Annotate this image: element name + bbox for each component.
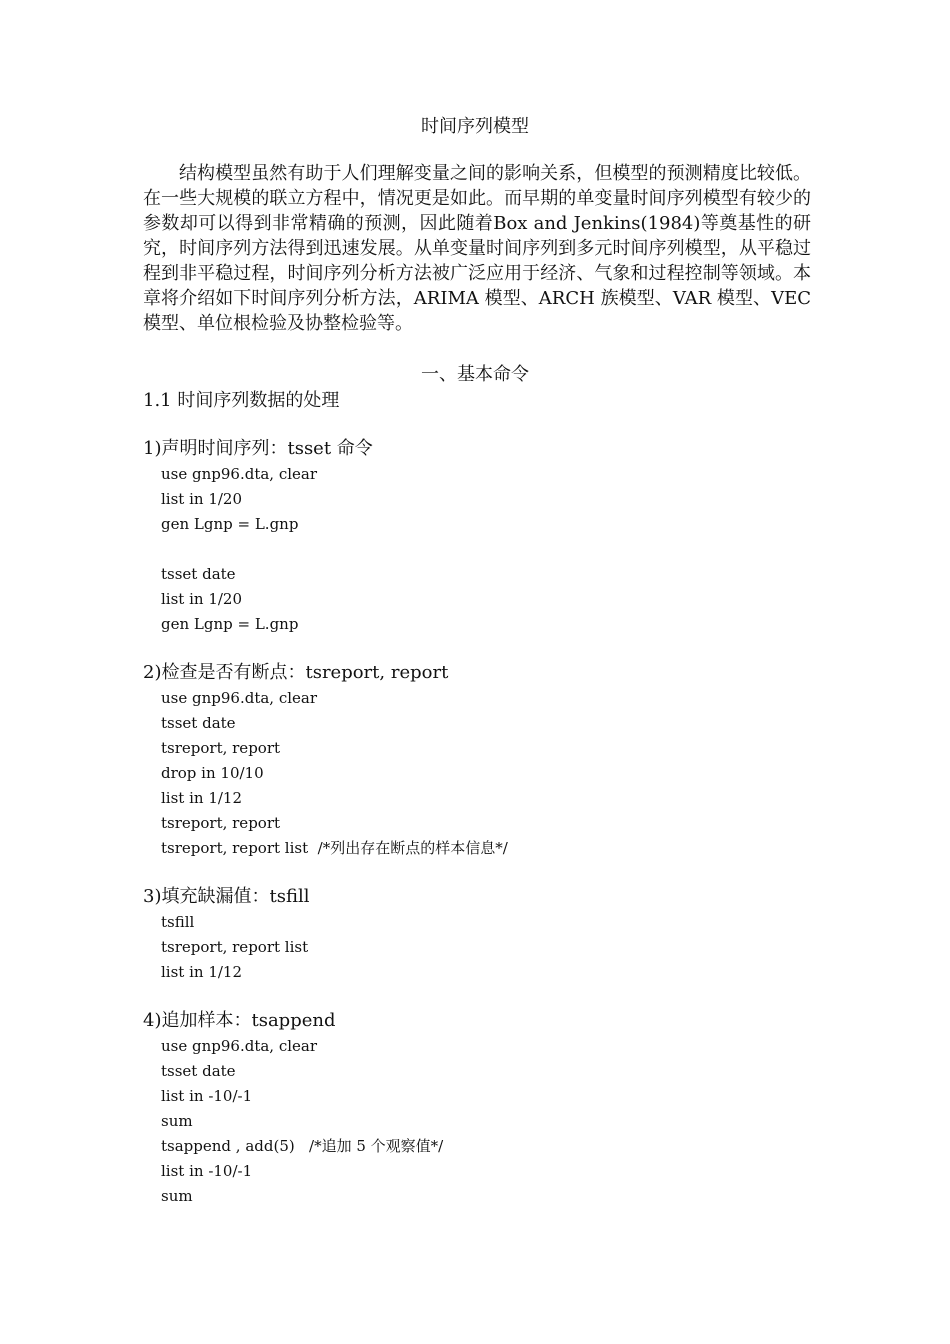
code-line: tsreport, report	[161, 814, 281, 832]
code-line: tsreport, report	[161, 739, 281, 757]
code-block	[143, 910, 843, 985]
code-line: use gnp96.dta, clear	[161, 465, 318, 483]
code-line: drop in 10/10	[161, 764, 264, 782]
code-line: tsreport, report list /*列出存在断点的样本信息*/	[161, 839, 508, 857]
code-line: list in 1/20	[161, 490, 242, 508]
code-line: list in 1/12	[161, 789, 242, 807]
code-line	[161, 537, 843, 562]
code-line: sum	[161, 1187, 193, 1205]
document-title: 时间序列模型	[421, 116, 529, 137]
code-line: list in -10/-1	[161, 1162, 253, 1180]
group-title: 4)追加样本：tsappend	[143, 1010, 336, 1031]
code-line: use gnp96.dta, clear	[161, 1037, 318, 1055]
command-group-tsappend	[143, 1008, 843, 1209]
group-title: 3)填充缺漏值：tsfill	[143, 886, 310, 907]
code-line: sum	[161, 1112, 193, 1130]
group-title: 2)检查是否有断点：tsreport, report	[143, 662, 449, 683]
group-title: 1)声明时间序列：tsset 命令	[143, 438, 373, 459]
code-line: tsset date	[161, 1062, 236, 1080]
intro-text: 结构模型虽然有助于人们理解变量之间的影响关系，但模型的预测精度比较低。在一些大规模的联立方程中，情况更是如此。而早期的单变量时间序列模型有较少的参数却可以得到非常精确的预测，因此随着Box and Jenkins(1984)等奠基性的研究，时间序列方法得到迅速发展。从单变量时间序列到多元时间序列模型，从平稳过程到非平稳过程，时间序列分析方法被广泛应用于经济、气象和过程控制等领域。本章将介绍如下时间序列分析方法，ARIMA 模型、ARCH 族模型、VAR 模型、VEC 模型、单位根检验及协整检验等。	[143, 163, 811, 334]
command-group-tsset	[143, 436, 843, 637]
code-line: tsfill	[161, 913, 195, 931]
code-line: gen Lgnp = L.gnp	[161, 615, 299, 633]
intro-paragraph	[143, 161, 811, 336]
code-line: gen Lgnp = L.gnp	[161, 515, 299, 533]
code-line: tsappend , add(5) /*追加 5 个观察值*/	[161, 1137, 444, 1155]
command-group-tsreport	[143, 660, 843, 861]
code-block	[143, 686, 843, 861]
code-line: list in 1/20	[161, 590, 242, 608]
code-block	[143, 1034, 843, 1209]
code-line: tsset date	[161, 714, 236, 732]
subsection-heading: 1.1 时间序列数据的处理	[143, 390, 340, 411]
section-heading: 一、基本命令	[421, 364, 529, 385]
code-block	[143, 462, 843, 637]
code-line: list in -10/-1	[161, 1087, 253, 1105]
code-line: use gnp96.dta, clear	[161, 689, 318, 707]
code-line: list in 1/12	[161, 963, 242, 981]
code-line: tsreport, report list	[161, 938, 309, 956]
command-group-tsfill	[143, 884, 843, 985]
code-line: tsset date	[161, 565, 236, 583]
